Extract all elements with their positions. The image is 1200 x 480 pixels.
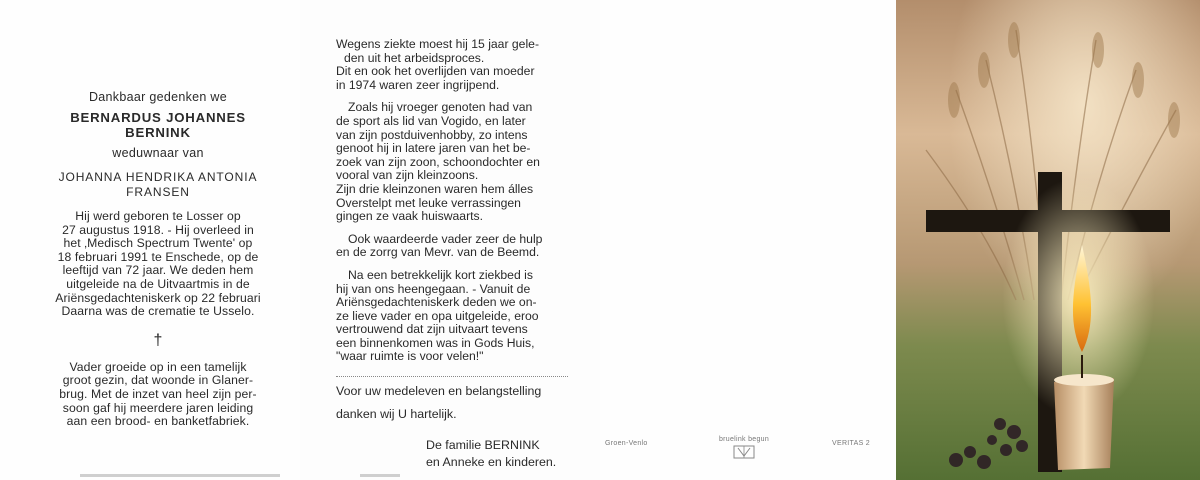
text-line: leeftijd van 72 jaar. We deden hem <box>62 263 254 278</box>
text-line: brug. Met de inzet van heel zijn per- <box>59 386 257 401</box>
text-line: Dit en ook het overlijden van moeder <box>336 64 535 79</box>
text-line: in 1974 waren zeer ingrijpend. <box>336 77 500 92</box>
text-line: 18 februari 1991 te Enschede, op de <box>57 249 259 264</box>
text-line: van zijn postduivenhobby, zo intens <box>336 127 528 142</box>
text-line: zoek van zijn zoon, schoondochter en <box>336 154 540 169</box>
text-line: aan een brood- en banketfabriek. <box>66 414 250 429</box>
printer-logo-text: bruelink begun <box>718 436 770 443</box>
birth-paragraph <box>40 210 276 319</box>
text-line: Hij werd geboren te Losser op <box>75 209 241 223</box>
intro-line: Dankbaar gedenken we <box>88 90 228 104</box>
scan-edge-bottom <box>80 474 280 477</box>
text-line: 27 augustus 1918. - Hij overleed in <box>62 222 254 237</box>
text-line: Ariënsgedachteniskerk deden we on- <box>336 295 537 310</box>
back-panel <box>600 0 896 480</box>
text-line: vertrouwend dat zijn uitvaart tevens <box>336 322 528 337</box>
thanks-line: Voor uw medeleven en belangstelling <box>336 384 542 399</box>
illness-paragraph <box>336 38 568 92</box>
text-line: het ‚Medisch Spectrum Twente' op <box>63 236 253 251</box>
scan-edge-bottom <box>360 474 400 477</box>
text-line: Ook waardeerde vader zeer de hulp <box>348 231 543 246</box>
printer-logo <box>712 436 776 459</box>
care-paragraph <box>336 233 568 260</box>
text-line: soon gaf hij meerdere jaren leiding <box>62 400 254 415</box>
text-line: Ariënsgedachteniskerk op 22 februari <box>55 290 261 305</box>
deceased-name-line2: BERNINK <box>125 125 191 140</box>
signature-line: en Anneke en kinderen. <box>426 455 557 470</box>
text-line: hij van ons heengegaan. - Vanuit de <box>336 281 531 296</box>
printer-city: Groen-Venlo <box>605 440 648 447</box>
candle-cross-photo <box>896 0 1200 480</box>
middle-text-column <box>336 38 568 471</box>
text-line: Vader groeide op in een tamelijk <box>69 359 247 374</box>
youth-paragraph <box>40 361 276 429</box>
farewell-paragraph <box>336 269 568 364</box>
text-line: ze lieve vader en opa uitgeleide, eroo <box>336 308 539 323</box>
text-line: Na een betrekkelijk kort ziekbed is <box>348 267 533 282</box>
widower-label: weduwnaar van <box>112 146 204 160</box>
text-line: de sport als lid van Vogido, en later <box>336 113 526 128</box>
printer-logo-icon <box>733 445 755 459</box>
divider <box>336 376 568 377</box>
text-line: "waar ruimte is voor velen!" <box>336 349 484 364</box>
text-line: uitgeleide na de Uitvaartmis in de <box>66 276 250 291</box>
photo-panel <box>896 0 1200 480</box>
left-text-column <box>40 90 276 429</box>
text-line: Daarna was de crematie te Usselo. <box>61 304 255 319</box>
deceased-name-line1: BERNARDUS JOHANNES <box>70 110 246 125</box>
text-line: genoot hij in latere jaren van het be- <box>336 141 531 156</box>
text-line: vooral van zijn kleinzoons. <box>336 168 479 183</box>
printer-series: VERITAS 2 <box>832 440 870 447</box>
text-line: Zijn drie kleinzonen waren hem álles <box>336 181 534 196</box>
text-line: den uit het arbeidsproces. <box>344 50 485 65</box>
signature-line: De familie BERNINK <box>426 438 540 453</box>
signature-block <box>426 437 568 471</box>
printer-imprint <box>600 436 896 464</box>
text-line: een binnenkomen was in Gods Huis, <box>336 335 535 350</box>
text-line: gingen ze vaak huiswaarts. <box>336 209 484 224</box>
text-line: Zoals hij vroeger genoten had van <box>348 100 533 115</box>
text-line: Wegens ziekte moest hij 15 jaar gele- <box>336 37 540 51</box>
thanks-line: danken wij U hartelijk. <box>336 407 457 422</box>
spouse-name-line1: JOHANNA HENDRIKA ANTONIA <box>58 170 258 184</box>
text-line: groot gezin, dat woonde in Glaner- <box>62 373 254 388</box>
thanks-block <box>336 383 568 423</box>
spouse-name-line2: FRANSEN <box>126 185 190 199</box>
cross-symbol: † <box>153 331 163 349</box>
text-line: en de zorrg van Mevr. van de Beemd. <box>336 245 540 260</box>
text-line: Overstelpt met leuke verrassingen <box>336 195 521 210</box>
hobby-paragraph <box>336 101 568 223</box>
